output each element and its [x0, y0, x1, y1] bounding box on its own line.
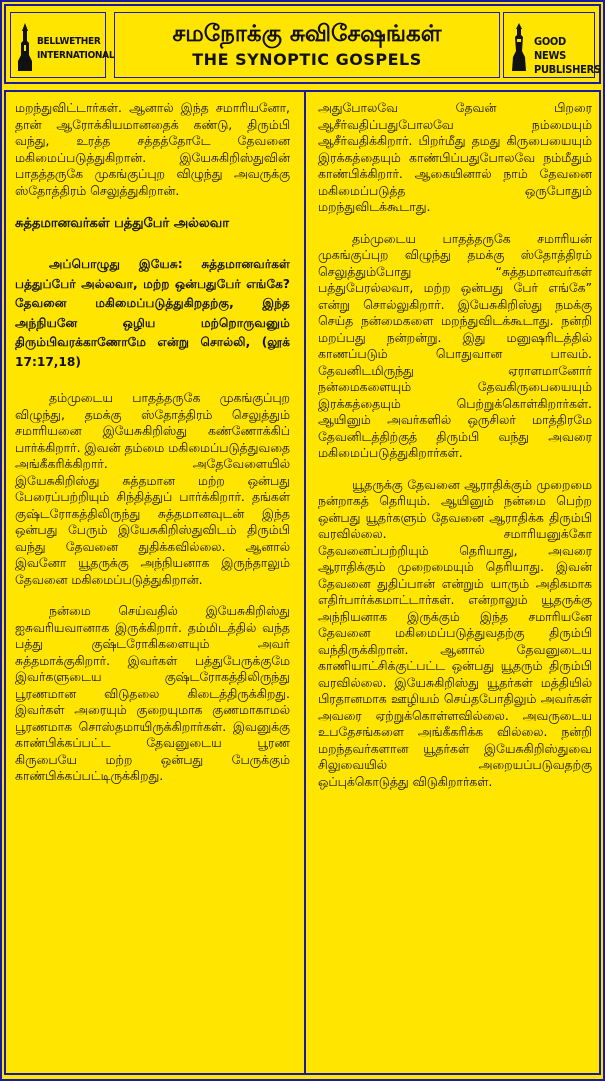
- lighthouse-icon: [508, 21, 530, 73]
- good-news-logo: [503, 12, 601, 78]
- right-column: [318, 100, 592, 1067]
- scripture-quote: அப்பொழுது இயேசு: சுத்தமானவர்கள் பத்துப்பேர் அல்லவா, மற்ற ஒன்பதுபேர் எங்கே? தேவனை மகிமைப்படுத்துகிறதற்கு, இந்த அந்நியனே ஒழிய மற்றொருவனும் திரும்பிவரக்காணோமே என்று சொல்லி, (லூக் 17:17,18): [15, 257, 290, 369]
- left-paragraph-1: மறந்துவிட்டார்கள். ஆனால் இந்த சமாரியனோ, தான் ஆரோக்கியமானதைக் கண்டு, திரும்பி வந்து, உரத்த சத்தத்தோடே தேவனை மகிமைப்படுத்துகிறான். இயேசுகிறிஸ்துவின் பாதத்தருகே முகங்குப்புற விழுந்து அவருக்கு ஸ்தோத்திரம் செலுத்துகிறான்.: [15, 100, 290, 198]
- page-title-english: THE SYNOPTIC GOSPELS: [192, 50, 422, 69]
- page-header: [4, 4, 601, 84]
- page-title-tamil: சமநோக்கு சுவிசேஷங்கள்: [172, 21, 442, 47]
- left-logo-line2: INTERNATIONAL: [37, 50, 115, 61]
- left-paragraph-3: நன்மை செய்வதில் இயேசுகிறிஸ்து ஐசுவரியவானாக இருக்கிறார். தம்மிடத்தில் வந்த பத்து குஷ்டரோகிகளையும் அவர் சுத்தமாக்குகிறார். இவர்கள் பத்துபேருக்குமே இவர்களுடைய குஷ்டரோகத்திலிருந்து பூரணமான விடுதலை கிடைத்திருக்கிறது. இவர்கள் அரையும் குறையுமாக குணமாகாமல் பூரணமாக சொஸ்தமாயிருக்கிறார்கள். இவனுக்கு காண்பிக்கப்பட்ட தேவனுடைய பூரண கிருபையே மற்ற ஒன்பது பேருக்கும் காண்பிக்கப்பட்டிருக்கிறது.: [15, 603, 290, 783]
- right-logo-line2: PUBLISHERS: [534, 63, 601, 76]
- section-heading: சுத்தமானவர்கள் பத்துபேர் அல்லவா: [15, 216, 229, 231]
- left-paragraph-2: தம்முடைய பாதத்தருகே முகங்குப்புற விழுந்து, தமக்கு ஸ்தோத்திரம் செலுத்தும் சமாரியனை இயேசுகிறிஸ்து கண்ணோக்கிப் பார்க்கிறார். இவன் தம்மை மகிமைப்படுத்துவதை அங்கீகரிக்கிறார். அதேவேளையில் இயேசுகிறிஸ்து சுத்தமான மற்ற ஒன்பது பேரைப்பற்றியும் சிந்தித்துப் பார்க்கிறார். தங்கள் குஷ்டரோகத்திலிருந்து சுத்தமானவுடன் இந்த ஒன்பது பேரும் இயேசுகிறிஸ்துவிடம் திரும்பி வந்து தேவனை துதிக்கவில்லை. ஆனால் இவனோ யூதருக்கு அந்நியனாக இருந்தாலும் தேவனை மகிமைப்படுத்துகிறான்.: [15, 390, 290, 587]
- title-box: [114, 12, 500, 78]
- left-column: [15, 100, 290, 1067]
- column-divider: [304, 92, 306, 1073]
- right-paragraph-2: தம்முடைய பாதத்தருகே சமாரியன் முகங்குப்புற விழுந்து தமக்கு ஸ்தோத்திரம் செலுத்தும்போது “சுத்தமானவர்கள் பத்துபேரல்லவா, மற்ற ஒன்பது பேர் எங்கே” என்று சொல்லுகிறார். இயேசுகிறிஸ்து நமக்கு செய்த நன்மைகளை மறந்துவிடக்கூடாது. நன்றி மறப்பது நன்றன்று. இது மனுஷரிடத்தில் காணப்படும் பொதுவான பாவம். தேவனிடமிருந்து ஏராளமானோர் நன்மைகளையும் தேவகிருபையையும் இரக்கத்தையும் பெற்றுக்கொள்கிறார்கள். ஆயினும் அவர்களில் ஒருசிலர் மாத்திரமே தேவனிடத்திற்குத் திரும்பி வந்து அவரை மகிமைப்படுத்துகிறார்கள்.: [318, 230, 592, 460]
- right-paragraph-1: அதுபோலவே தேவன் பிறரை ஆசீர்வதிப்பதுபோலவே நம்மையும் ஆசீர்வதிக்கிறார். பிறர்மீது தமது கிருபையையும் இரக்கத்தையும் காண்பிப்பதுபோலவே நம்மீதும் காண்பிக்கிறார். ஆகையினால் நாம் தேவனை மகிமைப்படுத்த ஒருபோதும் மறந்துவிடக்கூடாது.: [318, 100, 592, 214]
- left-logo-line1: BELLWETHER: [37, 36, 101, 47]
- bellwether-logo: [10, 12, 115, 78]
- bell-tower-icon: [15, 21, 35, 73]
- content-columns: [4, 90, 601, 1075]
- right-paragraph-3: யூதருக்கு தேவனை ஆராதிக்கும் முறைமை நன்றாகத் தெரியும். ஆயினும் நன்மை பெற்ற ஒன்பது யூதர்களும் தேவனை ஆராதிக்க திரும்பி வரவில்லை. சமாரியனுக்கோ தேவனைப்பற்றியும் தெரியாது, அவரை ஆராதிக்கும் முறைமையும் தெரியாது. இவன் தேவனை துதிப்பான் என்றும் யாரும் அதிகமாக எதிர்பார்க்கமாட்டார்கள். என்றாலும் யூதருக்கு அந்நியனாக இருக்கும் இந்த சமாரியனே தேவனை மகிமைப்படுத்துவதற்கு திரும்பி வந்திருக்கிறான். ஆனால் தேவனுடைய காணியாட்சிக்குட்பட்ட ஒன்பது யூதரும் திரும்பி வரவில்லை. இயேசுகிறிஸ்து யூதர்கள் மத்தியில் பிரதானமாக ஊழியம் செய்தபோதிலும் அவர்கள் அவரை ஏற்றுக்கொள்ளவில்லை. அவருடைய உபதேசங்களை அங்கீகரிக்க வில்லை. நன்றி மறந்தவர்களான யூதர்கள் இயேசுகிறிஸ்துவை சிலுவையில் அறையப்படுவதற்கு ஒப்புக்கொடுத்து விடுகிறார்கள்.: [318, 476, 592, 789]
- right-logo-line1: GOOD NEWS: [534, 35, 566, 62]
